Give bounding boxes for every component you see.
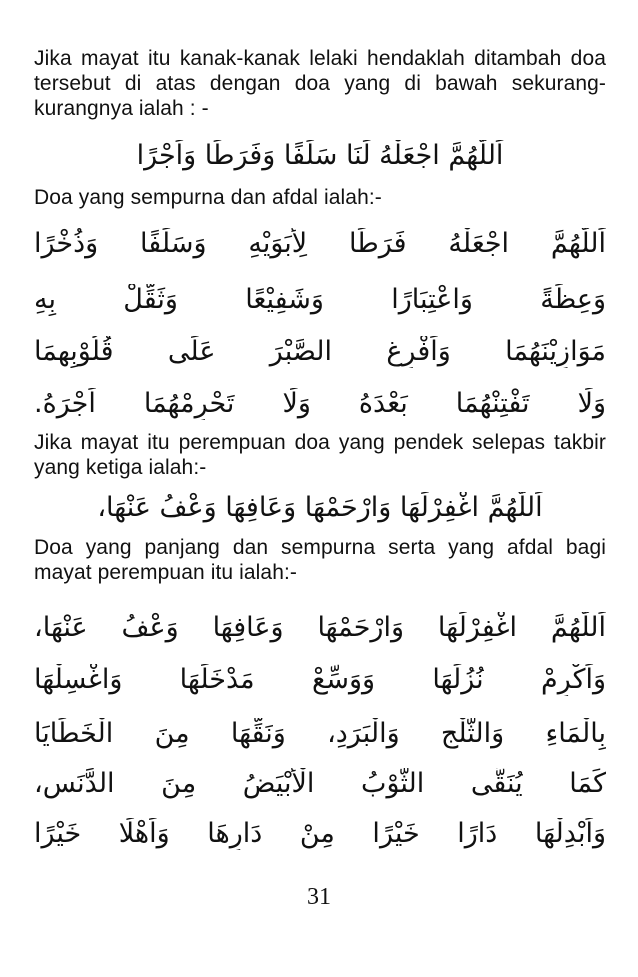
arabic-doa-long-line-4: وَلَا تَفْتِنْهُمَا بَعْدَهُ وَلَا تَحْرِمْهُمَا اَجْرَهُ. (34, 388, 606, 419)
paragraph-girl-intro: Jika mayat itu perempuan doa yang pendek selepas takbir yang ketiga ialah:- (34, 431, 606, 479)
paragraph-girl-perfect: Doa yang panjang dan sempurna serta yang afdal bagi mayat perempuan itu ialah:- (34, 536, 606, 584)
arabic-doa-girl-line-4: كَمَا يُنَقَّى الثَّوْبُ الْأَبْيَضُ مِنَ الدَّنَسِ، (34, 768, 606, 799)
arabic-doa-long-line-2: وَعِظَةً وَاعْتِبَارًا وَشَفِيْعًا وَثَقِّلْ بِهِ (34, 284, 606, 315)
arabic-doa-short-girl: اَللّٰهُمَّ اغْفِرْلَهَا وَارْحَمْهَا وَعَافِهَا وَعْفُ عَنْهَا، (97, 492, 543, 523)
arabic-doa-long-line-1: اَللّٰهُمَّ اجْعَلْهُ فَرَطًا لِأَبَوَيْهِ وَسَلَفًا وَذُخْرًا (34, 228, 606, 259)
arabic-doa-girl-line-5: وَاَبْدِلْهَا دَارًا خَيْرًا مِنْ دَارِهَا وَاَهْلًا خَيْرًا (34, 818, 606, 849)
arabic-doa-long-line-3: مَوَازِيْنَهُمَا وَاَفْرِغِ الصَّبْرَ عَلَى قُلُوْبِهِمَا (34, 336, 606, 367)
arabic-doa-girl-line-1: اَللّٰهُمَّ اغْفِرْلَهَا وَارْحَمْهَا وَعَافِهَا وَعْفُ عَنْهَا، (34, 612, 606, 643)
paragraph-boy-intro: Jika mayat itu kanak-kanak lelaki hendaklah ditambah doa tersebut di atas dengan doa yang di bawah sekurang-kurangnya ialah : - (34, 47, 606, 120)
paragraph-perfect-doa: Doa yang sempurna dan afdal ialah:- (34, 186, 382, 209)
arabic-doa-short-boy: اَللّٰهُمَّ اجْعَلْهُ لَنَا سَلَفًا وَفَرَطًا وَاَجْرًا (136, 140, 504, 171)
arabic-doa-girl-line-3: بِالْمَاءِ وَالثَّلْجِ وَالْبَرَدِ، وَنَقِّهَا مِنَ الْخَطَايَا (34, 718, 606, 749)
page-number: 31 (307, 884, 331, 910)
arabic-doa-girl-line-2: وَاَكْرِمْ نُزُلَهَا وَوَسِّعْ مَدْخَلَهَا وَاغْسِلْهَا (34, 664, 606, 695)
